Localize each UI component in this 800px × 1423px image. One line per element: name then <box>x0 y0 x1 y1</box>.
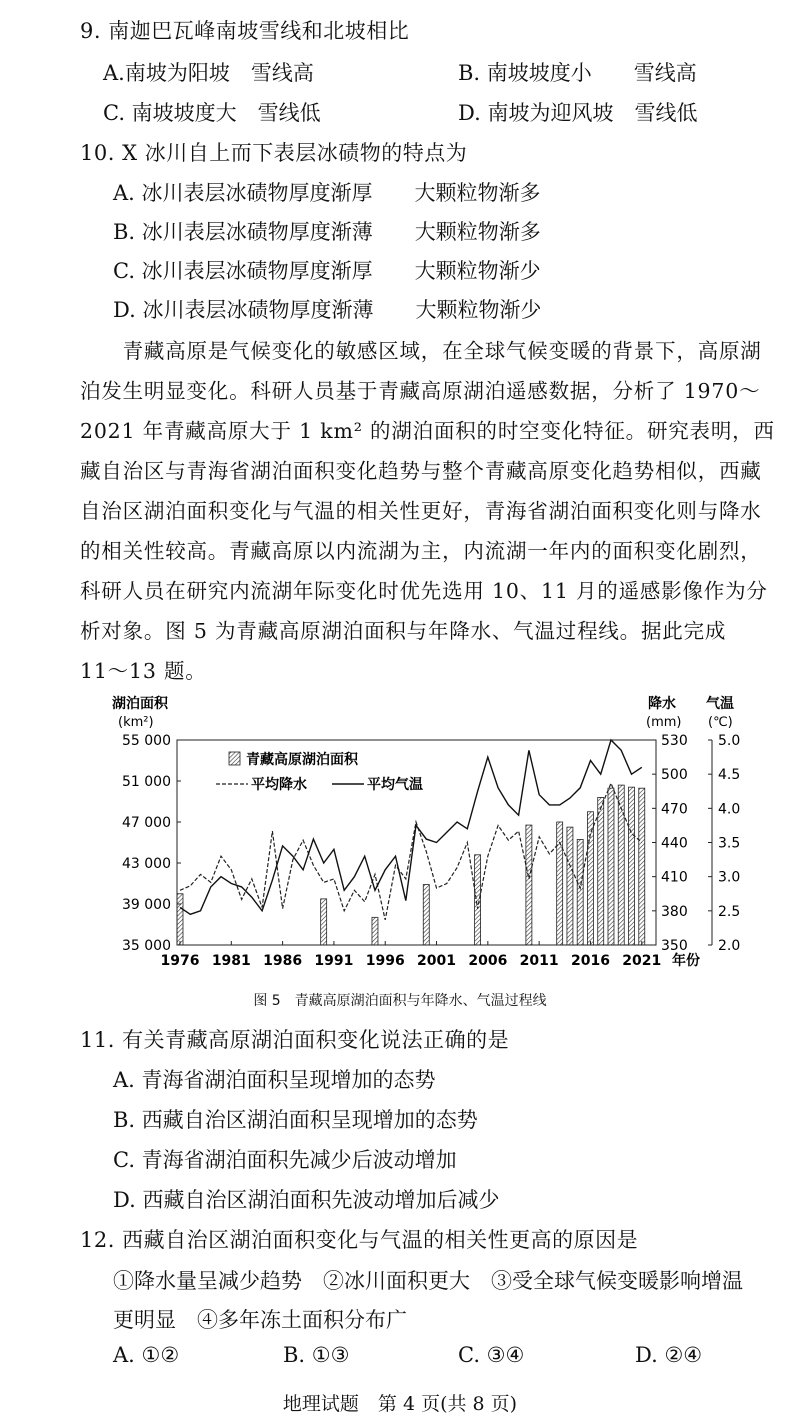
area-tick-label: 43 000 <box>122 856 171 872</box>
q12-option-b: B. ①③ <box>283 1343 350 1367</box>
q9-option-b: B. 南坡坡度小 雪线高 <box>458 61 697 85</box>
area-bar <box>423 885 429 945</box>
figure-caption: 图 5 青藏高原湖泊面积与年降水、气温过程线 <box>253 993 547 1009</box>
area-bar <box>567 827 573 945</box>
q12-option-c: C. ③④ <box>458 1343 525 1367</box>
area-bar <box>598 797 604 945</box>
area-tick-label: 47 000 <box>122 815 171 831</box>
area-bar <box>629 787 635 945</box>
area-tick-label: 39 000 <box>122 897 171 913</box>
passage-line: 析对象。图 5 为青藏高原湖泊面积与年降水、气温过程线。据此完成 <box>80 619 727 643</box>
area-tick-label: 51 000 <box>122 774 171 790</box>
x-tick-label: 2021 <box>622 953 662 969</box>
temp-tick-label: 2.0 <box>718 938 741 954</box>
area-tick-label: 55 000 <box>122 733 171 749</box>
temp-axis-unit: (℃) <box>708 715 733 730</box>
area-bar <box>475 855 481 945</box>
precip-tick-label: 380 <box>661 903 688 920</box>
temp-tick-label: 3.5 <box>718 835 741 852</box>
legend-area-swatch <box>229 752 240 765</box>
area-axis-unit: (km²) <box>118 715 154 730</box>
q12-option-a: A. ①② <box>113 1343 180 1367</box>
lake-area-chart <box>0 690 800 990</box>
area-bar <box>608 788 614 945</box>
q11-option-c: C. 青海省湖泊面积先减少后波动增加 <box>113 1148 457 1172</box>
question-11-stem: 11. 有关青藏高原湖泊面积变化说法正确的是 <box>80 1028 510 1052</box>
x-tick-label: 1986 <box>263 953 303 969</box>
precip-axis-unit: (mm) <box>646 715 682 730</box>
precip-axis-title: 降水 <box>648 696 676 712</box>
area-bar <box>557 822 563 945</box>
legend-area-label: 青藏高原湖泊面积 <box>246 752 358 768</box>
q10-option-a: A. 冰川表层冰碛物厚度渐厚 大颗粒物渐多 <box>113 181 541 205</box>
question-9-stem: 9. 南迦巴瓦峰南坡雪线和北坡相比 <box>80 19 410 43</box>
x-tick-label: 2011 <box>519 953 559 969</box>
area-axis-title: 湖泊面积 <box>112 696 168 712</box>
q11-option-b: B. 西藏自治区湖泊面积呈现增加的态势 <box>113 1108 478 1132</box>
temp-axis-title: 气温 <box>706 696 734 712</box>
x-tick-label: 2001 <box>417 953 457 969</box>
temp-tick-label: 4.0 <box>718 801 741 818</box>
x-tick-label: 2016 <box>570 953 610 969</box>
x-tick-label: 1991 <box>314 953 354 969</box>
passage-line: 青藏高原是气候变化的敏感区域，在全球气候变暖的背景下，高原湖 <box>80 339 762 363</box>
x-tick-label: 1996 <box>365 953 405 969</box>
precip-tick-label: 500 <box>661 767 688 784</box>
passage-line: 科研人员在研究内流湖年际变化时优先选用 10、11 月的遥感影像作为分 <box>80 579 768 603</box>
precip-tick-label: 440 <box>661 835 688 852</box>
q9-option-a: A.南坡为阳坡 雪线高 <box>103 61 314 85</box>
temp-tick-label: 2.5 <box>718 903 741 920</box>
area-bar <box>639 788 645 945</box>
temp-tick-label: 4.5 <box>718 767 741 784</box>
passage-line: 藏自治区与青海省湖泊面积变化趋势与整个青藏高原变化趋势相似，西藏 <box>80 459 762 483</box>
passage-line: 泊发生明显变化。科研人员基于青藏高原湖泊遥感数据，分析了 1970～ <box>80 379 761 403</box>
passage-line: 11～13 题。 <box>80 659 207 683</box>
x-tick-label: 1981 <box>211 953 251 969</box>
area-bar <box>587 812 593 945</box>
q9-option-c: C. 南坡坡度大 雪线低 <box>103 101 321 125</box>
area-bar <box>177 894 183 945</box>
temp-tick-label: 3.0 <box>718 869 741 886</box>
question-10-stem: 10. X 冰川自上而下表层冰碛物的特点为 <box>80 141 468 165</box>
passage-line: 自治区湖泊面积变化与气温的相关性更好，青海省湖泊面积变化则与降水 <box>80 499 762 523</box>
q11-option-d: D. 西藏自治区湖泊面积先波动增加后减少 <box>113 1188 500 1212</box>
question-12-stem: 12. 西藏自治区湖泊面积变化与气温的相关性更高的原因是 <box>80 1228 639 1252</box>
q11-option-a: A. 青海省湖泊面积呈现增加的态势 <box>113 1068 436 1092</box>
precip-tick-label: 530 <box>661 733 688 749</box>
temp-tick-label: 5.0 <box>718 733 741 749</box>
area-bar <box>526 825 532 945</box>
legend-precip-label: 平均降水 <box>251 777 307 793</box>
q12-statements-cont: 更明显 ④多年冻土面积分布广 <box>113 1308 407 1332</box>
q12-statements: ①降水量呈减少趋势 ②冰川面积更大 ③受全球气候变暖影响增温 <box>113 1269 743 1293</box>
legend-temp-label: 平均气温 <box>367 777 423 793</box>
passage-line: 的相关性较高。青藏高原以内流湖为主，内流湖一年内的面积变化剧烈， <box>80 539 762 563</box>
x-tick-label: 1976 <box>160 953 200 969</box>
q10-option-c: C. 冰川表层冰碛物厚度渐厚 大颗粒物渐少 <box>113 259 541 283</box>
area-bar <box>321 899 327 945</box>
x-unit-label: 年份 <box>672 953 700 969</box>
precip-tick-label: 470 <box>661 801 688 818</box>
area-bar <box>372 917 378 945</box>
precip-tick-label: 410 <box>661 869 688 886</box>
page-footer: 地理试题 第 4 页(共 8 页) <box>282 1393 518 1415</box>
q12-option-d: D. ②④ <box>635 1343 703 1367</box>
q9-option-d: D. 南坡为迎风坡 雪线低 <box>458 101 698 125</box>
area-tick-label: 35 000 <box>122 938 171 954</box>
precip-tick-label: 350 <box>661 938 688 954</box>
passage-line: 2021 年青藏高原大于 1 km² 的湖泊面积的时空变化特征。研究表明，西 <box>80 419 775 443</box>
x-tick-label: 2006 <box>468 953 508 969</box>
q10-option-d: D. 冰川表层冰碛物厚度渐薄 大颗粒物渐少 <box>113 298 542 322</box>
plot-frame <box>177 740 656 945</box>
area-bar <box>577 839 583 945</box>
q10-option-b: B. 冰川表层冰碛物厚度渐薄 大颗粒物渐多 <box>113 220 541 244</box>
